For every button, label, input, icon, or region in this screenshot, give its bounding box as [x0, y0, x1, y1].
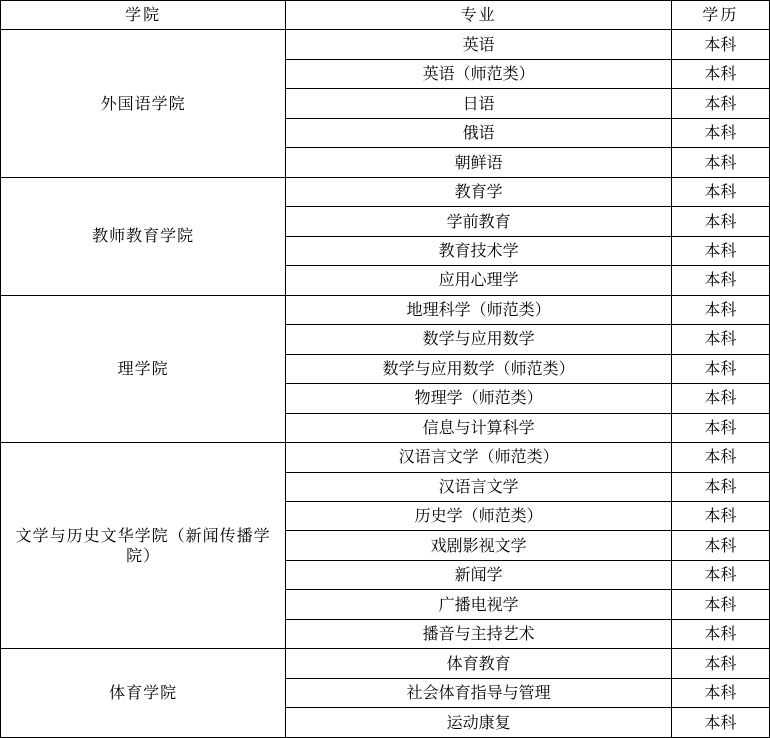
degree-cell: 本科	[671, 325, 769, 354]
major-cell: 汉语言文学	[286, 472, 672, 501]
college-name-cell: 文学与历史文华学院（新闻传播学院）	[1, 443, 286, 649]
degree-cell: 本科	[671, 708, 769, 738]
degree-cell: 本科	[671, 384, 769, 413]
table-row	[1, 295, 770, 324]
degree-cell: 本科	[671, 236, 769, 265]
major-cell: 汉语言文学（师范类）	[286, 443, 672, 472]
major-cell: 英语（师范类）	[286, 59, 672, 88]
major-cell: 数学与应用数学	[286, 325, 672, 354]
major-cell: 学前教育	[286, 207, 672, 236]
degree-cell: 本科	[671, 118, 769, 147]
degree-cell: 本科	[671, 89, 769, 118]
college-name-cell: 外国语学院	[1, 30, 286, 177]
major-cell: 体育教育	[286, 649, 672, 678]
table-row	[1, 443, 770, 472]
degree-cell: 本科	[671, 472, 769, 501]
major-cell: 戏剧影视文学	[286, 531, 672, 560]
major-cell: 社会体育指导与管理	[286, 678, 672, 707]
table-row	[1, 177, 770, 206]
major-cell: 信息与计算科学	[286, 413, 672, 442]
degree-cell: 本科	[671, 619, 769, 648]
table-header-row	[1, 1, 770, 30]
degree-cell: 本科	[671, 560, 769, 589]
major-cell: 地理科学（师范类）	[286, 295, 672, 324]
degree-cell: 本科	[671, 501, 769, 530]
college-name-cell: 理学院	[1, 295, 286, 442]
degree-cell: 本科	[671, 295, 769, 324]
column-header-1: 学院	[1, 1, 286, 30]
column-header-3: 学历	[671, 1, 769, 30]
column-header-2: 专业	[286, 1, 672, 30]
degree-cell: 本科	[671, 413, 769, 442]
major-cell: 应用心理学	[286, 266, 672, 295]
major-cell: 新闻学	[286, 560, 672, 589]
major-cell: 广播电视学	[286, 590, 672, 619]
major-cell: 播音与主持艺术	[286, 619, 672, 648]
major-cell: 运动康复	[286, 708, 672, 738]
major-cell: 俄语	[286, 118, 672, 147]
major-cell: 英语	[286, 30, 672, 59]
degree-cell: 本科	[671, 443, 769, 472]
degree-cell: 本科	[671, 531, 769, 560]
degree-cell: 本科	[671, 30, 769, 59]
major-cell: 教育学	[286, 177, 672, 206]
degree-cell: 本科	[671, 590, 769, 619]
college-name-cell: 体育学院	[1, 649, 286, 738]
degree-cell: 本科	[671, 354, 769, 383]
major-cell: 历史学（师范类）	[286, 501, 672, 530]
degree-cell: 本科	[671, 177, 769, 206]
table-row	[1, 649, 770, 678]
major-cell: 物理学（师范类）	[286, 384, 672, 413]
degree-cell: 本科	[671, 207, 769, 236]
degree-cell: 本科	[671, 148, 769, 177]
degree-cell: 本科	[671, 678, 769, 707]
major-cell: 教育技术学	[286, 236, 672, 265]
table-row	[1, 30, 770, 59]
table-body	[1, 1, 770, 738]
degree-cell: 本科	[671, 59, 769, 88]
degree-cell: 本科	[671, 266, 769, 295]
college-name-cell: 教师教育学院	[1, 177, 286, 295]
major-cell: 朝鲜语	[286, 148, 672, 177]
major-cell: 数学与应用数学（师范类）	[286, 354, 672, 383]
major-cell: 日语	[286, 89, 672, 118]
degree-cell: 本科	[671, 649, 769, 678]
